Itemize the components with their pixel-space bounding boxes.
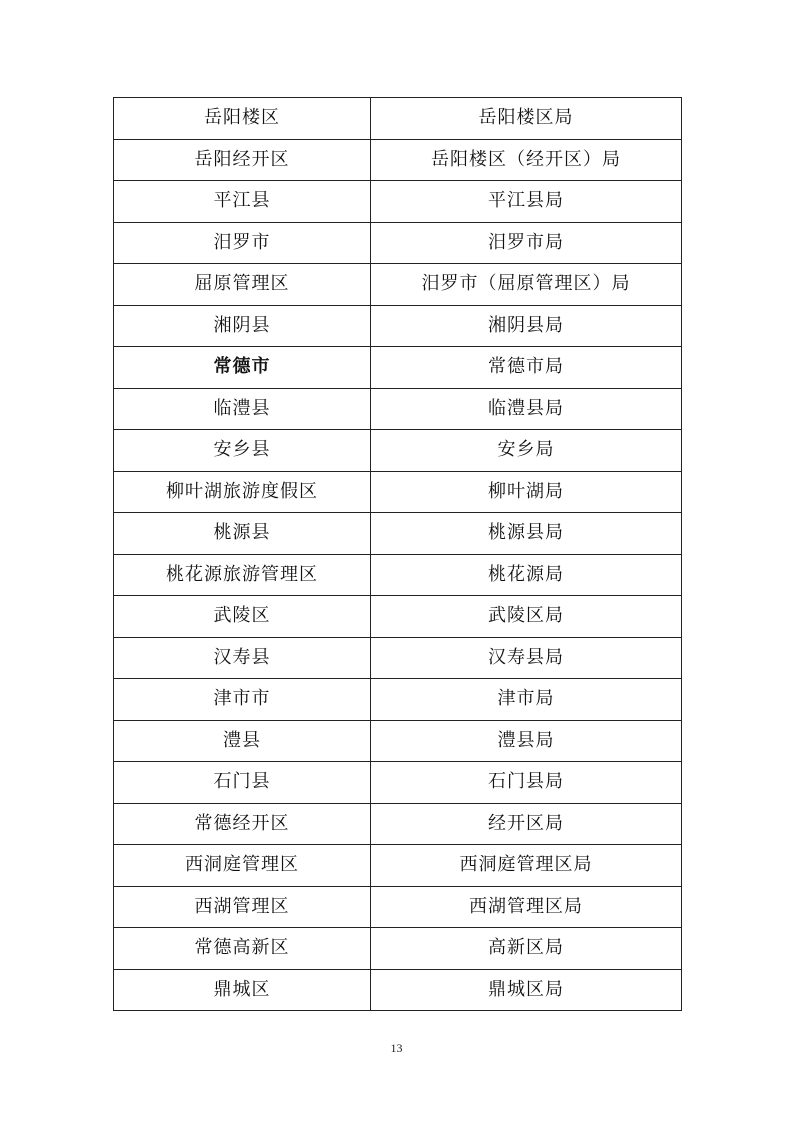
region-cell: 岳阳经开区 <box>114 139 371 181</box>
table-row <box>114 679 682 721</box>
table-row <box>114 139 682 181</box>
region-cell: 屈原管理区 <box>114 264 371 306</box>
table-row <box>114 181 682 223</box>
table-row <box>114 513 682 555</box>
bureau-cell: 桃源县局 <box>371 513 682 555</box>
region-cell: 湘阴县 <box>114 305 371 347</box>
table-row <box>114 637 682 679</box>
table-row <box>114 347 682 389</box>
region-cell: 常德经开区 <box>114 803 371 845</box>
bureau-cell: 柳叶湖局 <box>371 471 682 513</box>
table-row <box>114 803 682 845</box>
table-row <box>114 305 682 347</box>
region-cell: 临澧县 <box>114 388 371 430</box>
table-row <box>114 471 682 513</box>
region-cell: 鼎城区 <box>114 969 371 1011</box>
bureau-cell: 汉寿县局 <box>371 637 682 679</box>
table-body <box>114 98 682 1011</box>
table-row <box>114 886 682 928</box>
table-row <box>114 762 682 804</box>
table-row <box>114 98 682 140</box>
bureau-cell: 鼎城区局 <box>371 969 682 1011</box>
region-cell: 桃花源旅游管理区 <box>114 554 371 596</box>
table-row <box>114 388 682 430</box>
bureau-cell: 经开区局 <box>371 803 682 845</box>
bureau-cell: 西洞庭管理区局 <box>371 845 682 887</box>
region-cell: 安乡县 <box>114 430 371 472</box>
region-cell: 西湖管理区 <box>114 886 371 928</box>
table-row <box>114 596 682 638</box>
bureau-cell: 汨罗市（屈原管理区）局 <box>371 264 682 306</box>
region-cell: 常德高新区 <box>114 928 371 970</box>
region-cell: 澧县 <box>114 720 371 762</box>
table-row <box>114 845 682 887</box>
bureau-cell: 津市局 <box>371 679 682 721</box>
bureau-cell: 岳阳楼区局 <box>371 98 682 140</box>
bureau-cell: 临澧县局 <box>371 388 682 430</box>
bureau-cell: 平江县局 <box>371 181 682 223</box>
bureau-cell: 桃花源局 <box>371 554 682 596</box>
table-row <box>114 720 682 762</box>
bureau-cell: 常德市局 <box>371 347 682 389</box>
table-row <box>114 264 682 306</box>
region-cell: 平江县 <box>114 181 371 223</box>
bureau-cell: 石门县局 <box>371 762 682 804</box>
region-cell: 桃源县 <box>114 513 371 555</box>
region-cell: 西洞庭管理区 <box>114 845 371 887</box>
region-cell: 柳叶湖旅游度假区 <box>114 471 371 513</box>
bureau-cell: 澧县局 <box>371 720 682 762</box>
region-cell: 津市市 <box>114 679 371 721</box>
table-row <box>114 430 682 472</box>
bureau-cell: 高新区局 <box>371 928 682 970</box>
bureau-cell: 武陵区局 <box>371 596 682 638</box>
page-number: 13 <box>390 1041 403 1055</box>
region-cell: 石门县 <box>114 762 371 804</box>
table-row <box>114 969 682 1011</box>
table-row <box>114 222 682 264</box>
bureau-cell: 岳阳楼区（经开区）局 <box>371 139 682 181</box>
bureau-cell: 湘阴县局 <box>371 305 682 347</box>
table-row <box>114 928 682 970</box>
region-bureau-table <box>113 97 682 1011</box>
region-cell: 岳阳楼区 <box>114 98 371 140</box>
bureau-cell: 汨罗市局 <box>371 222 682 264</box>
bureau-cell: 西湖管理区局 <box>371 886 682 928</box>
table-row <box>114 554 682 596</box>
region-cell: 汉寿县 <box>114 637 371 679</box>
region-cell: 常德市 <box>114 347 371 389</box>
region-cell: 汨罗市 <box>114 222 371 264</box>
bureau-cell: 安乡局 <box>371 430 682 472</box>
region-cell: 武陵区 <box>114 596 371 638</box>
